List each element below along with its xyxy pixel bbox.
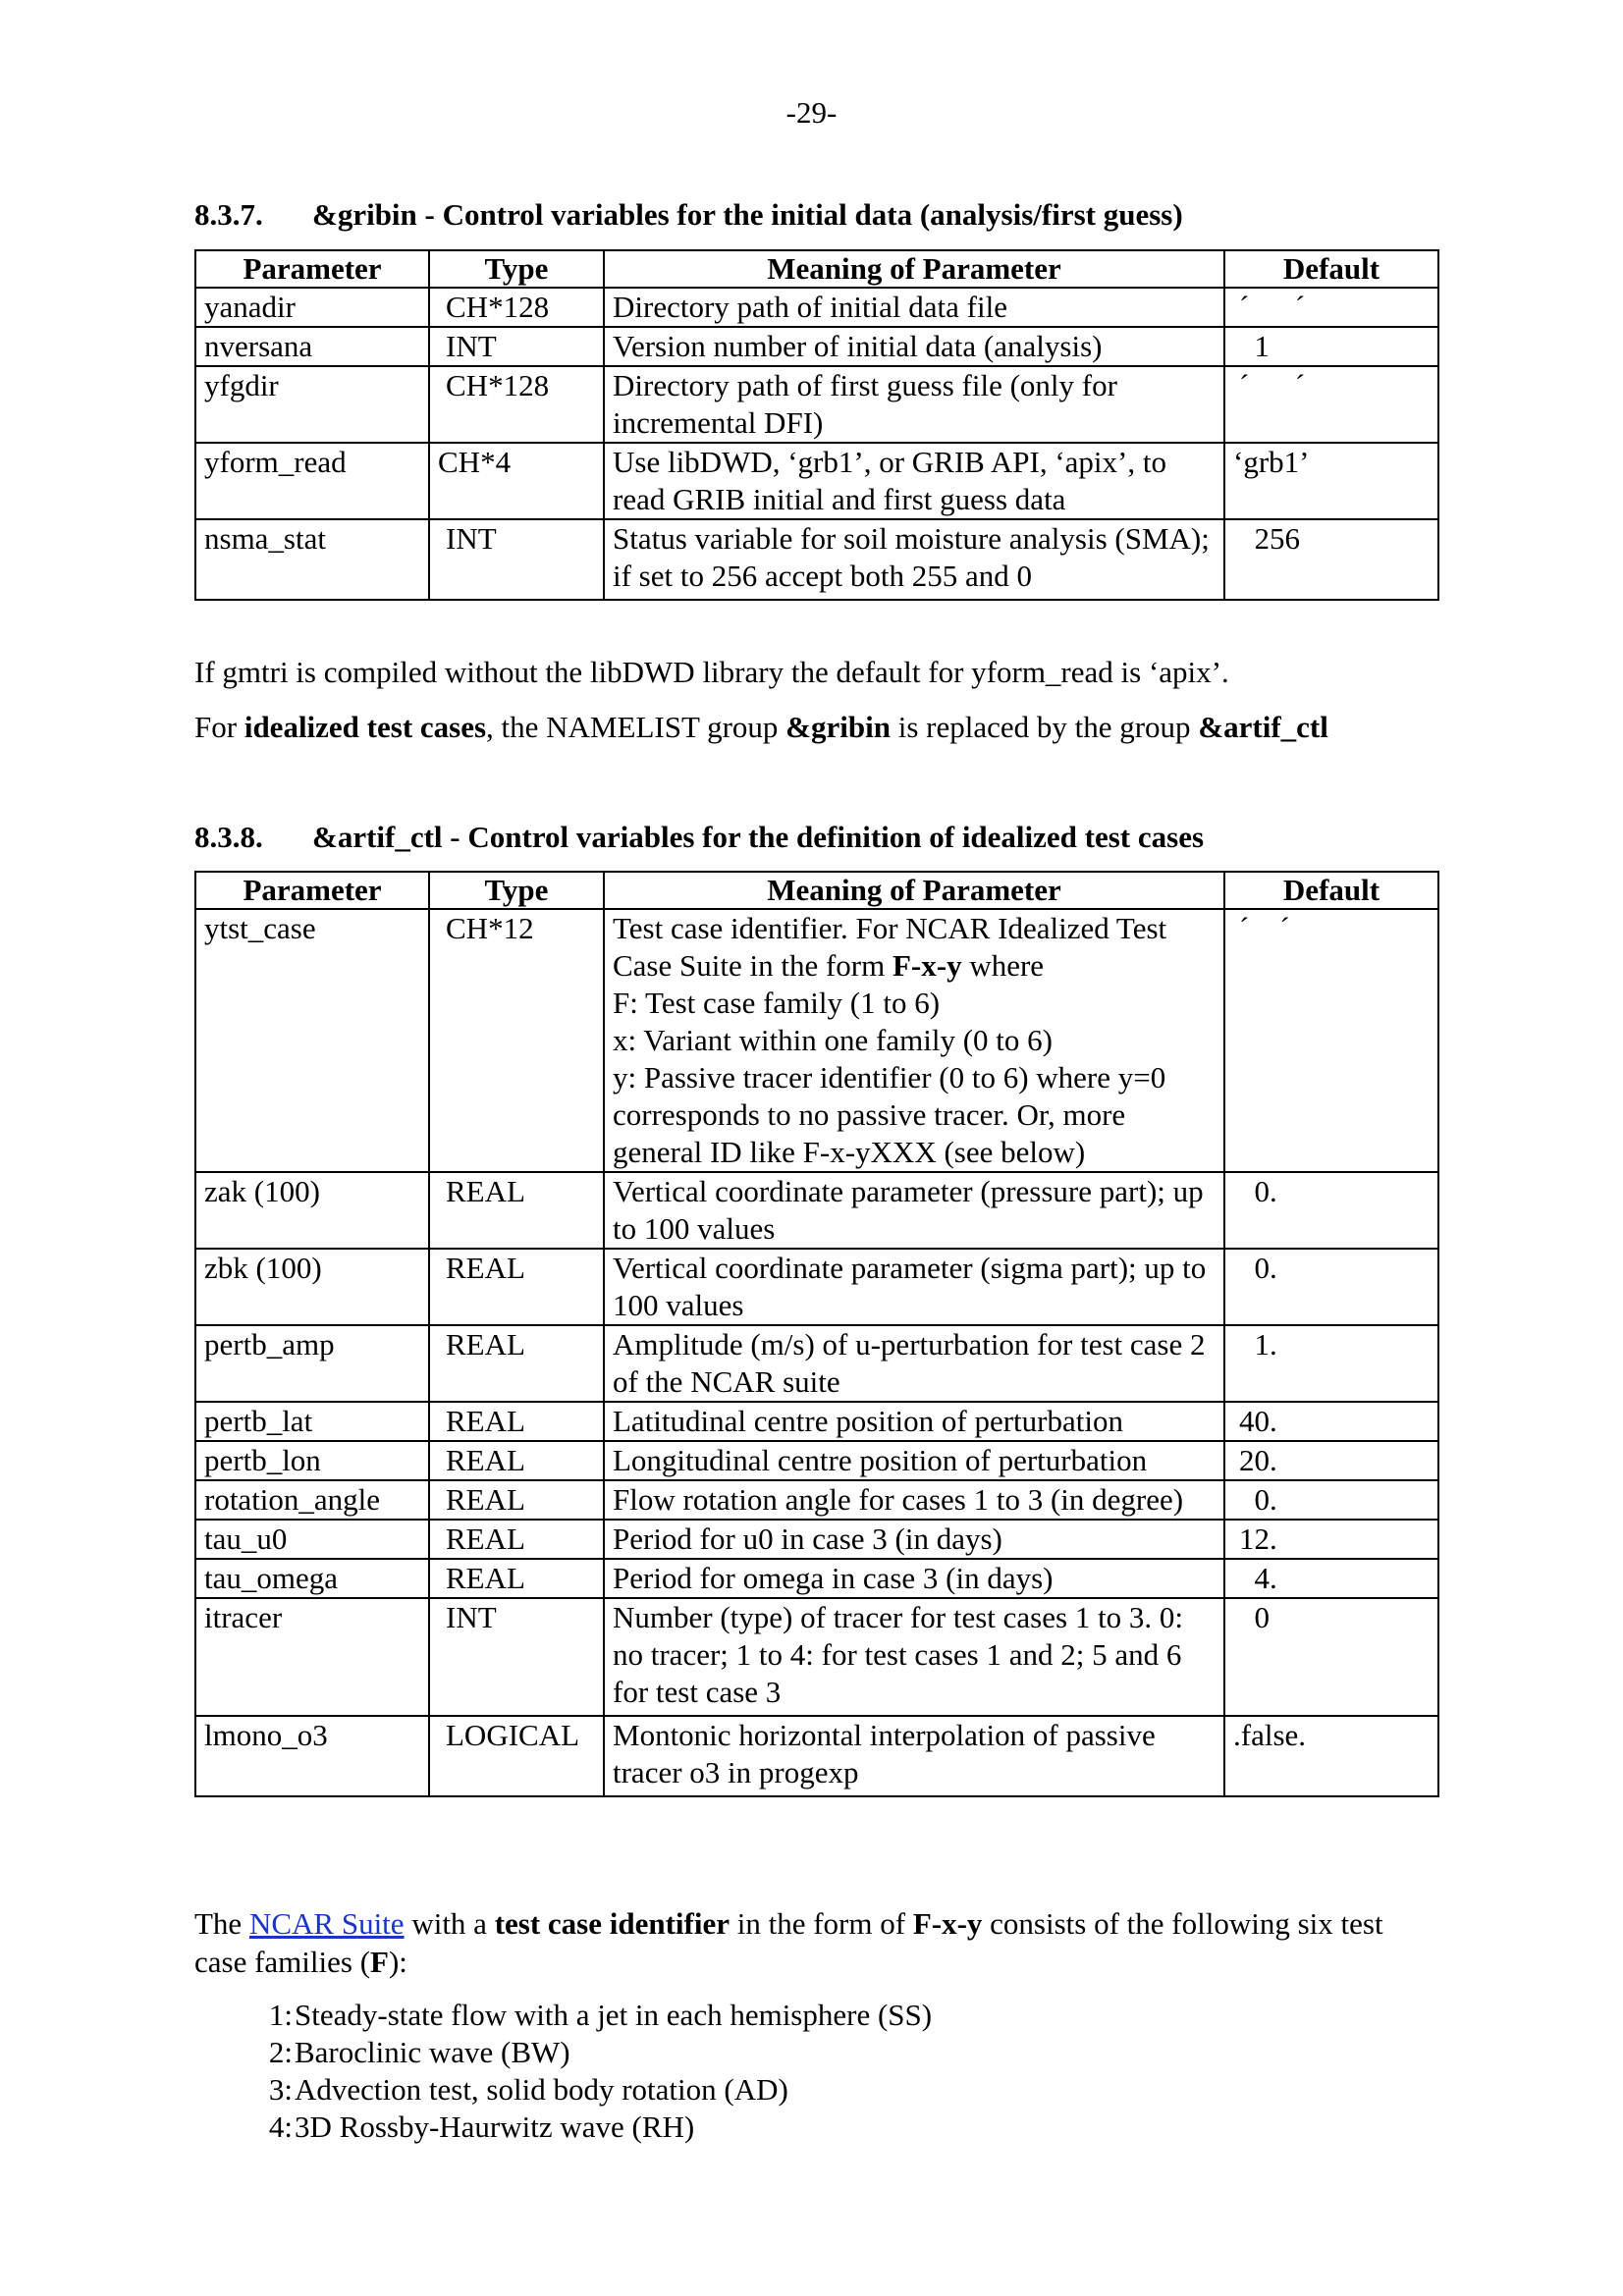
meaning-line: y: Passive tracer identifier (0 to 6) where y=0 corresponds to no passive tracer. Or, more general ID like F-x-yXXX (see below) bbox=[613, 1060, 1166, 1169]
list-item-text: Baroclinic wave (BW) bbox=[295, 2035, 570, 2069]
paragraph-yform-read-note: If gmtri is compiled without the libDWD library the default for yform_read is ‘apix’. bbox=[194, 655, 1229, 689]
param-default: 12. bbox=[1224, 1520, 1438, 1559]
text: where bbox=[961, 948, 1045, 983]
bold-text: F bbox=[370, 1945, 389, 1979]
param-type: REAL bbox=[429, 1325, 604, 1402]
section-number: 8.3.8. bbox=[194, 820, 263, 854]
section-number: 8.3.7. bbox=[194, 197, 263, 232]
artif-ctl-parameter-table bbox=[194, 871, 1439, 1797]
header-parameter: Parameter bbox=[195, 872, 429, 909]
param-type: REAL bbox=[429, 1402, 604, 1441]
param-type: INT bbox=[429, 1598, 604, 1716]
text: For bbox=[194, 710, 244, 744]
param-meaning: Vertical coordinate parameter (sigma part); up to 100 values bbox=[604, 1249, 1224, 1325]
test-case-family-list bbox=[194, 1997, 932, 2146]
param-type: CH*128 bbox=[429, 288, 604, 327]
param-default: 1. bbox=[1224, 1325, 1438, 1402]
param-meaning: Directory path of first guess file (only for incremental DFI) bbox=[604, 366, 1224, 443]
bold-text: &artif_ctl bbox=[1198, 710, 1328, 744]
table-row bbox=[195, 1480, 1438, 1520]
param-name: pertb_amp bbox=[195, 1325, 429, 1402]
table-row bbox=[195, 1402, 1438, 1441]
param-meaning: Flow rotation angle for cases 1 to 3 (in degree) bbox=[604, 1480, 1224, 1520]
param-meaning: Period for u0 in case 3 (in days) bbox=[604, 1520, 1224, 1559]
param-meaning bbox=[604, 909, 1224, 1172]
table-row bbox=[195, 1441, 1438, 1480]
param-default: 256 bbox=[1224, 519, 1438, 600]
param-name: yanadir bbox=[195, 288, 429, 327]
param-meaning: Version number of initial data (analysis) bbox=[604, 327, 1224, 366]
section-title-text: - Control variables for the definition of idealized test cases bbox=[442, 820, 1205, 854]
param-meaning: Status variable for soil moisture analysis (SMA); if set to 256 accept both 255 and 0 bbox=[604, 519, 1224, 600]
table-row bbox=[195, 1559, 1438, 1598]
text: consists of the following six test case families ( bbox=[194, 1906, 1383, 1979]
text: ): bbox=[388, 1945, 407, 1979]
param-meaning: Amplitude (m/s) of u-perturbation for test case 2 of the NCAR suite bbox=[604, 1325, 1224, 1402]
header-meaning: Meaning of Parameter bbox=[604, 250, 1224, 288]
param-default: 1 bbox=[1224, 327, 1438, 366]
text: in the form of bbox=[729, 1906, 913, 1941]
table-header-row bbox=[195, 872, 1438, 909]
list-item bbox=[194, 2109, 932, 2146]
param-type: REAL bbox=[429, 1559, 604, 1598]
table-row bbox=[195, 1598, 1438, 1716]
param-type: REAL bbox=[429, 1441, 604, 1480]
table-row bbox=[195, 909, 1438, 1172]
param-type: REAL bbox=[429, 1480, 604, 1520]
list-item-number: 4: bbox=[268, 2109, 293, 2144]
param-name: zak (100) bbox=[195, 1172, 429, 1249]
table-row bbox=[195, 443, 1438, 519]
param-default: 20. bbox=[1224, 1441, 1438, 1480]
list-item bbox=[194, 2071, 932, 2109]
table-row bbox=[195, 1249, 1438, 1325]
gribin-parameter-table bbox=[194, 249, 1439, 601]
param-type: REAL bbox=[429, 1249, 604, 1325]
param-meaning: Period for omega in case 3 (in days) bbox=[604, 1559, 1224, 1598]
param-default: 0. bbox=[1224, 1172, 1438, 1249]
table-row bbox=[195, 288, 1438, 327]
paragraph-idealized-note bbox=[194, 709, 1441, 746]
param-meaning: Montonic horizontal interpolation of passive tracer o3 in progexp bbox=[604, 1716, 1224, 1796]
param-name: yform_read bbox=[195, 443, 429, 519]
param-name: nsma_stat bbox=[195, 519, 429, 600]
page-number: -29- bbox=[785, 95, 838, 130]
header-type: Type bbox=[429, 250, 604, 288]
section-heading-gribin bbox=[194, 196, 1183, 234]
list-item-number: 3: bbox=[268, 2072, 293, 2107]
param-meaning: Use libDWD, ‘grb1’, or GRIB API, ‘apix’, to read GRIB initial and first guess data bbox=[604, 443, 1224, 519]
param-default: ‘grb1’ bbox=[1224, 443, 1438, 519]
header-default: Default bbox=[1224, 250, 1438, 288]
bold-text: &gribin bbox=[785, 710, 891, 744]
param-type: REAL bbox=[429, 1172, 604, 1249]
list-item bbox=[194, 1997, 932, 2034]
param-name: nversana bbox=[195, 327, 429, 366]
param-default: 0 bbox=[1224, 1598, 1438, 1716]
bold-text: F-x-y bbox=[912, 1906, 983, 1941]
param-name: lmono_o3 bbox=[195, 1716, 429, 1796]
list-item bbox=[194, 2034, 932, 2071]
param-type: LOGICAL bbox=[429, 1716, 604, 1796]
param-name: ytst_case bbox=[195, 909, 429, 1172]
text: The bbox=[194, 1906, 249, 1941]
paragraph-ncar-suite bbox=[194, 1904, 1441, 1981]
param-type: REAL bbox=[429, 1520, 604, 1559]
param-default: ´ ´ bbox=[1224, 366, 1438, 443]
param-default: 0. bbox=[1224, 1480, 1438, 1520]
param-default: 40. bbox=[1224, 1402, 1438, 1441]
table-row bbox=[195, 327, 1438, 366]
table-row bbox=[195, 1520, 1438, 1559]
param-default: 0. bbox=[1224, 1249, 1438, 1325]
table-row bbox=[195, 366, 1438, 443]
text: with a bbox=[404, 1906, 495, 1941]
param-type: CH*4 bbox=[429, 443, 604, 519]
table-row bbox=[195, 1172, 1438, 1249]
header-default: Default bbox=[1224, 872, 1438, 909]
meaning-line: F: Test case family (1 to 6) bbox=[613, 986, 941, 1020]
param-meaning: Longitudinal centre position of perturbation bbox=[604, 1441, 1224, 1480]
param-name: tau_u0 bbox=[195, 1520, 429, 1559]
ncar-suite-link[interactable]: NCAR Suite bbox=[248, 1906, 405, 1941]
section-title-text: - Control variables for the initial data (analysis/first guess) bbox=[416, 197, 1183, 232]
param-name: pertb_lat bbox=[195, 1402, 429, 1441]
param-name: pertb_lon bbox=[195, 1441, 429, 1480]
table-row bbox=[195, 1716, 1438, 1796]
list-item-text: Steady-state flow with a jet in each hemisphere (SS) bbox=[295, 1998, 933, 2032]
bold-text: test case identifier bbox=[494, 1906, 730, 1941]
header-meaning: Meaning of Parameter bbox=[604, 872, 1224, 909]
table-header-row bbox=[195, 250, 1438, 288]
param-meaning: Vertical coordinate parameter (pressure part); up to 100 values bbox=[604, 1172, 1224, 1249]
param-name: itracer bbox=[195, 1598, 429, 1716]
header-parameter: Parameter bbox=[195, 250, 429, 288]
section-title-code: &artif_ctl bbox=[312, 820, 443, 854]
section-title-code: &gribin bbox=[312, 197, 417, 232]
param-type: CH*12 bbox=[429, 909, 604, 1172]
param-name: tau_omega bbox=[195, 1559, 429, 1598]
text: , the NAMELIST group bbox=[486, 710, 786, 744]
section-heading-artif-ctl bbox=[194, 819, 1204, 856]
header-type: Type bbox=[429, 872, 604, 909]
param-default: ´ ´ bbox=[1224, 909, 1438, 1172]
param-meaning: Directory path of initial data file bbox=[604, 288, 1224, 327]
param-name: rotation_angle bbox=[195, 1480, 429, 1520]
list-item-number: 2: bbox=[268, 2035, 293, 2069]
table-row bbox=[195, 1325, 1438, 1402]
param-default: 4. bbox=[1224, 1559, 1438, 1598]
param-type: INT bbox=[429, 327, 604, 366]
param-default: .false. bbox=[1224, 1716, 1438, 1796]
param-type: CH*128 bbox=[429, 366, 604, 443]
text: is replaced by the group bbox=[890, 710, 1199, 744]
meaning-line: x: Variant within one family (0 to 6) bbox=[613, 1023, 1053, 1057]
list-item-number: 1: bbox=[268, 1998, 293, 2032]
text: Test case identifier. For NCAR Idealized Test Case Suite in the form bbox=[613, 911, 1167, 983]
bold-text: idealized test cases bbox=[243, 710, 487, 744]
param-type: INT bbox=[429, 519, 604, 600]
bold-text: F-x-y bbox=[892, 948, 962, 983]
table-row bbox=[195, 519, 1438, 600]
param-name: zbk (100) bbox=[195, 1249, 429, 1325]
param-meaning: Latitudinal centre position of perturbation bbox=[604, 1402, 1224, 1441]
list-item-text: Advection test, solid body rotation (AD) bbox=[295, 2072, 788, 2107]
param-meaning: Number (type) of tracer for test cases 1 to 3. 0: no tracer; 1 to 4: for test cases 1 and 2; 5 and 6 for test case 3 bbox=[604, 1598, 1224, 1716]
param-default: ´ ´ bbox=[1224, 288, 1438, 327]
param-name: yfgdir bbox=[195, 366, 429, 443]
list-item-text: 3D Rossby-Haurwitz wave (RH) bbox=[295, 2109, 695, 2144]
